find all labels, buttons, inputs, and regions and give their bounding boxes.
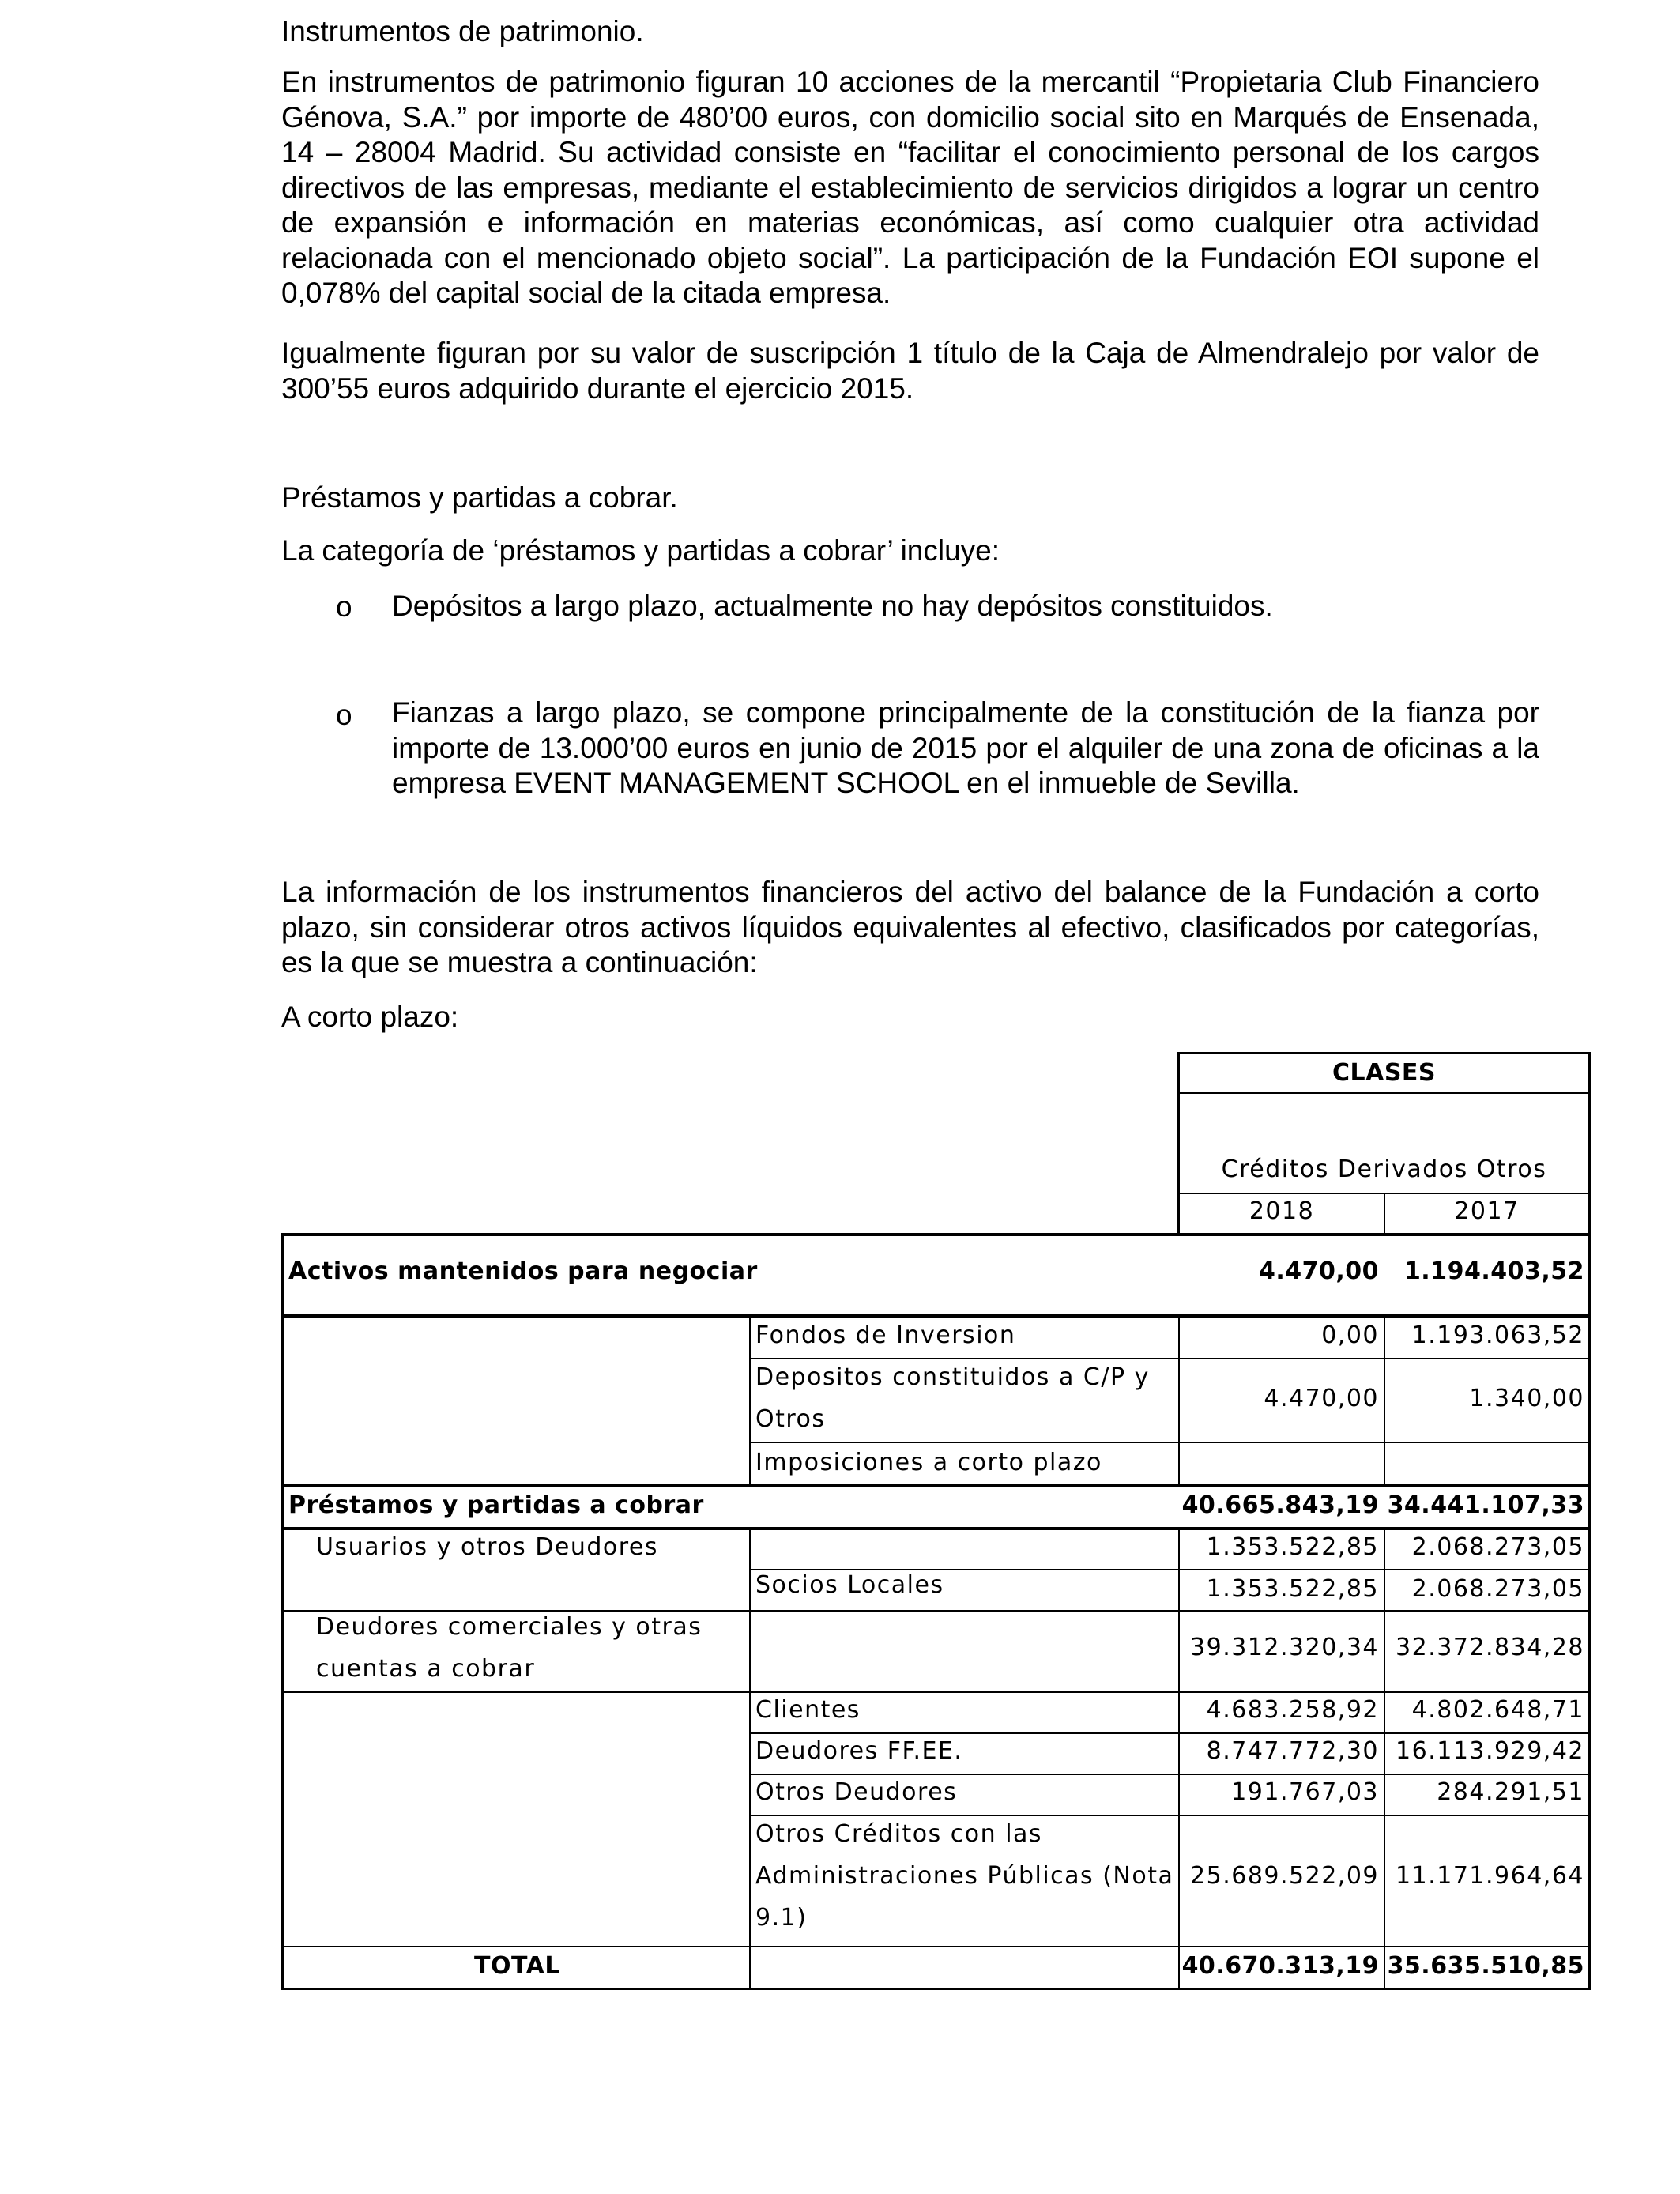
bullet-fianzas-largo-plazo: Fianzas a largo plazo, se compone principalmente de la constitución de la fianza por importe de 13.000’00 euros en junio de 2015 por el alquiler de una zona de oficinas a la empresa EVENT MANAGEMENT SCHOOL en el inmueble de Sevilla.	[392, 696, 1539, 799]
value-2017: 32.372.834,28	[1396, 1634, 1584, 1661]
value-2017: 1.194.403,52	[1403, 1257, 1584, 1285]
value-2017: 2.068.273,05	[1411, 1533, 1584, 1561]
heading-instrumentos-patrimonio: Instrumentos de patrimonio.	[281, 15, 644, 47]
row-label-usuarios: Usuarios y otros Deudores	[316, 1533, 659, 1561]
value-2017: 34.441.107,33	[1387, 1491, 1584, 1519]
heading-prestamos-partidas: Préstamos y partidas a cobrar.	[281, 481, 678, 514]
paragraph-caja-almendralejo: Igualmente figuran por su valor de suscripción 1 título de la Caja de Almendralejo por valor de 300’55 euros adquirido durante el ejercicio 2015.	[281, 337, 1539, 405]
row-label-depositos: Depositos constituidos a C/P y	[755, 1363, 1150, 1391]
row-label-otros-creditos-cont: Administraciones Públicas (Nota	[755, 1862, 1174, 1890]
bullet-marker: o	[336, 590, 352, 623]
row-label-otros-deudores: Otros Deudores	[755, 1778, 958, 1806]
row-label-prestamos: Préstamos y partidas a cobrar	[288, 1491, 704, 1519]
bullet-marker: o	[336, 699, 352, 731]
paragraph-acciones: En instrumentos de patrimonio figuran 10 acciones de la mercantil “Propietaria Club Financiero Génova, S.A.” por importe de 480’00 euros, con domicilio social sito en Marqués de Ensenada, 14 – 28004 Madrid. Su actividad consiste en “facilitar el conocimiento personal de los cargos directivos de las empresas, mediante el establecimiento de servicios dirigidos a lograr un centro de expansión e información en materias económicas, así como cualquier otra actividad relacionada con el mencionado objeto social”. La participación de la Fundación EOI supone el 0,078% del capital social de la citada empresa.	[281, 66, 1539, 309]
row-label-deudores-comerciales-cont: cuentas a cobrar	[316, 1655, 536, 1683]
value-2017: 4.802.648,71	[1411, 1696, 1584, 1724]
value-2017: 16.113.929,42	[1396, 1737, 1584, 1765]
value-2017: 2.068.273,05	[1411, 1575, 1584, 1603]
value-2017: 284.291,51	[1437, 1778, 1584, 1806]
value-2018: 40.665.843,19	[1181, 1491, 1379, 1519]
row-label-otros-creditos: Otros Créditos con las	[755, 1820, 1043, 1848]
row-label-imposiciones: Imposiciones a corto plazo	[755, 1449, 1102, 1476]
value-2017: 11.171.964,64	[1396, 1862, 1584, 1890]
row-label-deudores-ffee: Deudores FF.EE.	[755, 1737, 963, 1765]
header-creditos-derivados-otros: Créditos Derivados Otros	[1221, 1155, 1547, 1183]
row-label-socios: Socios Locales	[755, 1571, 944, 1599]
paragraph-categoria: La categoría de ‘préstamos y partidas a cobrar’ incluye:	[281, 534, 1000, 567]
value-2018: 191.767,03	[1231, 1778, 1379, 1806]
value-2018: 25.689.522,09	[1190, 1862, 1379, 1890]
header-year-2017: 2017	[1454, 1197, 1520, 1225]
value-2018: 40.670.313,19	[1181, 1952, 1379, 1980]
paragraph-a-corto-plazo: A corto plazo:	[281, 1001, 459, 1033]
value-2018: 0,00	[1321, 1321, 1379, 1349]
value-2017: 1.193.063,52	[1411, 1321, 1584, 1349]
value-2018: 1.353.522,85	[1206, 1533, 1379, 1561]
row-label-fondos: Fondos de Inversion	[755, 1321, 1016, 1349]
value-2018: 8.747.772,30	[1206, 1737, 1379, 1765]
value-2018: 39.312.320,34	[1190, 1634, 1379, 1661]
row-label-clientes: Clientes	[755, 1696, 861, 1724]
value-2018: 4.683.258,92	[1206, 1696, 1379, 1724]
value-2017: 35.635.510,85	[1387, 1952, 1584, 1980]
row-label-depositos-cont: Otros	[755, 1405, 826, 1433]
value-2018: 1.353.522,85	[1206, 1575, 1379, 1603]
header-clases: CLASES	[1332, 1059, 1437, 1087]
header-year-2018: 2018	[1249, 1197, 1315, 1225]
value-2017: 1.340,00	[1469, 1385, 1584, 1412]
row-label-otros-creditos-cont2: 9.1)	[755, 1904, 808, 1932]
bullet-depositos-largo-plazo: Depósitos a largo plazo, actualmente no hay depósitos constituidos.	[392, 590, 1273, 622]
row-label-activos: Activos mantenidos para negociar	[288, 1257, 758, 1285]
paragraph-informacion-instrumentos: La información de los instrumentos financieros del activo del balance de la Fundación a corto plazo, sin considerar otros activos líquidos equivalentes al efectivo, clasificados por categorías, es la que se muestra a continuación:	[281, 876, 1539, 978]
value-2018: 4.470,00	[1264, 1385, 1379, 1412]
value-2018: 4.470,00	[1258, 1257, 1379, 1285]
row-label-deudores-comerciales: Deudores comerciales y otras	[316, 1613, 703, 1641]
row-label-total: TOTAL	[474, 1952, 560, 1980]
